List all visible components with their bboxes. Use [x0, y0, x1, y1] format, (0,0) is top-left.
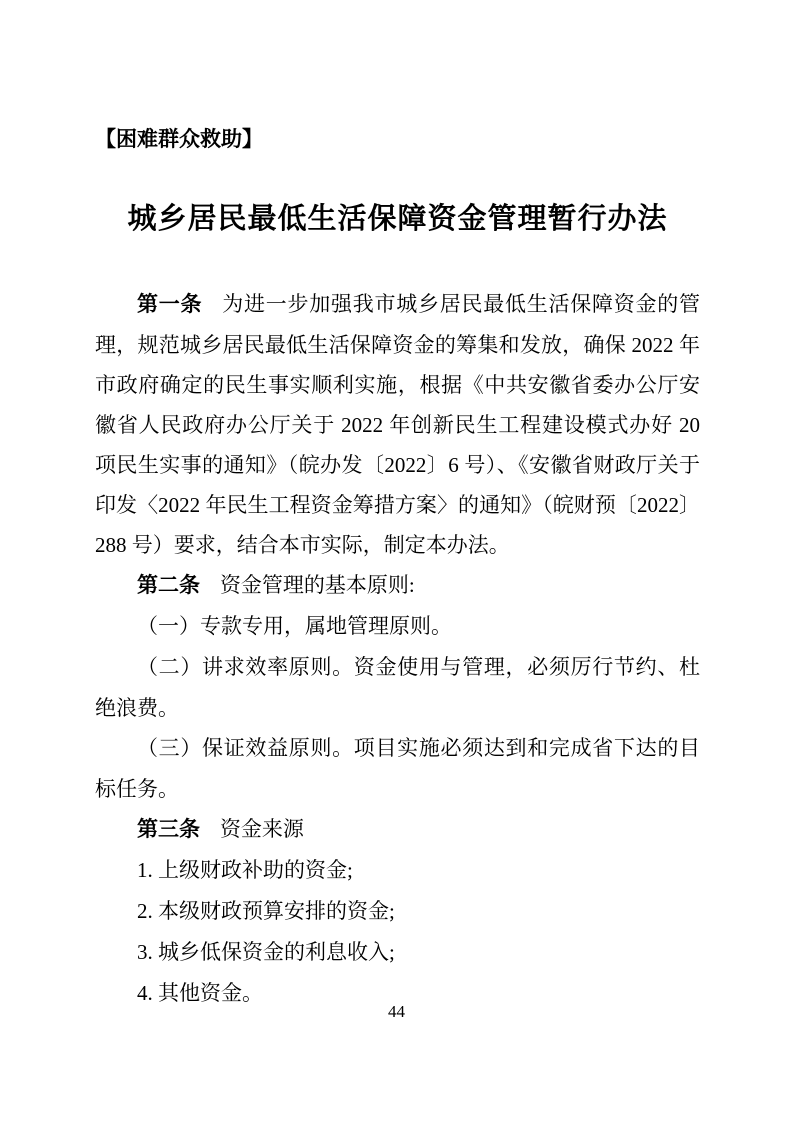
paragraph-text: 4. 其他资金。 — [137, 981, 263, 1005]
paragraph-text: 为进一步加强我市城乡居民最低生活保障资金的管理，规范城乡居民最低生活保障资金的筹集和发放，确保 2022 年市政府确定的民生事实顺利实施，根据《中共安徽省委办公厅安徽省人民政府办公厅关于 2022 年创新民生工程建设模式办好 20 项民生实事的通知》（皖办发〔2022〕6 号）、《安徽省财政厅关于印发〈2022 年民生工程资金筹措方案〉的通知》（皖财预〔2022〕288 号）要求，结合本市实际，制定本办法。 — [95, 292, 701, 557]
paragraph-text: 1. 上级财政补助的资金; — [137, 858, 353, 882]
paragraph-principle-2 — [95, 647, 700, 728]
paragraph-source-1 — [95, 850, 700, 891]
paragraph-text: （二）讲求效率原则。资金使用与管理，必须厉行节约、杜绝浪费。 — [95, 655, 700, 720]
paragraph-text: 3. 城乡低保资金的利息收入; — [137, 940, 395, 964]
paragraph-principle-3 — [95, 728, 700, 809]
paragraph-article-1 — [95, 284, 700, 565]
paragraph-text: 2. 本级财政预算安排的资金; — [137, 899, 395, 923]
document-body — [95, 284, 700, 1014]
article-number: 第二条 — [137, 574, 200, 597]
page-number: 44 — [388, 1002, 405, 1021]
article-number: 第三条 — [137, 818, 200, 841]
paragraph-text: （一）专款专用，属地管理原则。 — [137, 614, 452, 638]
paragraph-text: 资金来源 — [219, 817, 304, 841]
section-label: 【困难群众救助】 — [95, 128, 263, 151]
document-title: 城乡居民最低生活保障资金管理暂行办法 — [127, 203, 668, 235]
paragraph-text: （三）保证效益原则。项目实施必须达到和完成省下达的目标任务。 — [95, 736, 700, 801]
paragraph-source-2 — [95, 891, 700, 932]
paragraph-source-3 — [95, 932, 700, 973]
paragraph-article-2 — [95, 565, 700, 606]
paragraph-article-3 — [95, 809, 700, 850]
paragraph-text: 资金管理的基本原则: — [219, 573, 415, 597]
article-number: 第一条 — [137, 293, 203, 316]
paragraph-principle-1 — [95, 606, 700, 647]
